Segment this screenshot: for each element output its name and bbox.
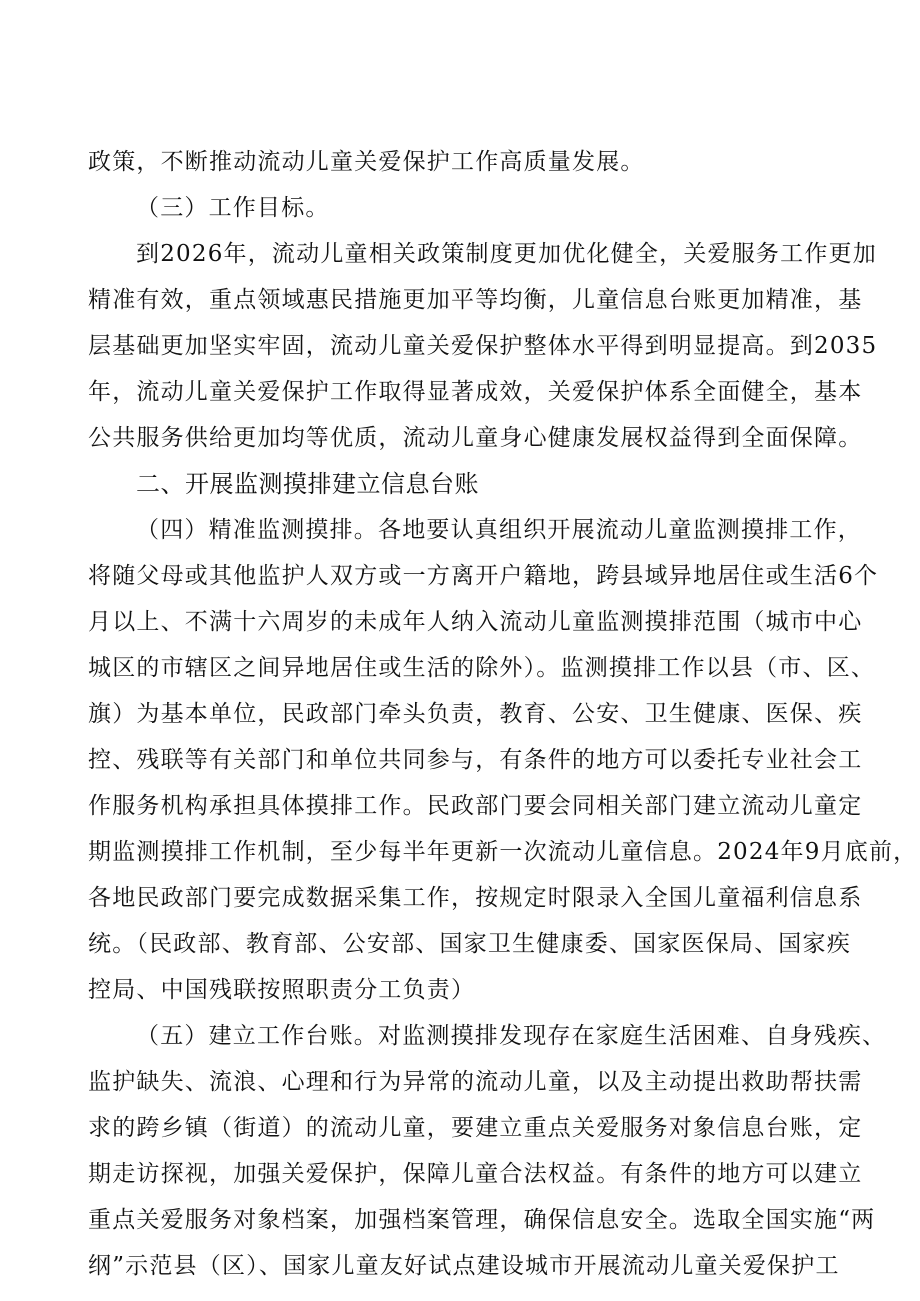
paragraph-4-line-2: 监护缺失、流浪、心理和行为异常的流动儿童，以及主动提出救助帮扶需: [88, 1069, 863, 1095]
paragraph-3-line-3: 月以上、不满十六周岁的未成年人纳入流动儿童监测摸排范围（城市中心: [88, 609, 863, 635]
paragraph-2-line-4: 年，流动儿童关爱保护工作取得显著成效，关爱保护体系全面健全，基本: [88, 379, 863, 405]
paragraph-2-line-5: 公共服务供给更加均等优质，流动儿童身心健康发展权益得到全面保障。: [88, 425, 863, 451]
section-heading-2: 二、开展监测摸排建立信息台账: [136, 470, 479, 498]
paragraph-4-line-4: 期走访探视，加强关爱保护，保障儿童合法权益。有条件的地方可以建立: [88, 1161, 863, 1187]
paragraph-3-line-6: 控、残联等有关部门和单位共同参与，有条件的地方可以委托专业社会工: [88, 747, 863, 773]
paragraph-3-line-10: 统。（民政部、教育部、公安部、国家卫生健康委、国家医保局、国家疾: [88, 931, 851, 957]
paragraph-3-line-7: 作服务机构承担具体摸排工作。民政部门要会同相关部门建立流动儿童定: [88, 793, 863, 819]
paragraph-2-line-1: 到2026年，流动儿童相关政策制度更加优化健全，关爱服务工作更加: [136, 241, 877, 267]
paragraph-4-line-1: （五）建立工作台账。对监测摸排发现存在家庭生活困难、自身残疾、: [136, 1023, 887, 1049]
paragraph-4-line-6: 纲”示范县（区）、国家儿童友好试点建设城市开展流动儿童关爱保护工: [88, 1253, 840, 1279]
paragraph-1-line-1: 政策，不断推动流动儿童关爱保护工作高质量发展。: [88, 149, 645, 175]
paragraph-4-line-5: 重点关爱服务对象档案，加强档案管理，确保信息安全。选取全国实施“两: [88, 1207, 876, 1233]
section-3-title: （三）工作目标。: [136, 195, 330, 221]
paragraph-3-line-9: 各地民政部门要完成数据采集工作，按规定时限录入全国儿童福利信息系: [88, 885, 863, 911]
paragraph-4-line-3: 求的跨乡镇（街道）的流动儿童，要建立重点关爱服务对象信息台账，定: [88, 1115, 863, 1141]
paragraph-3-line-4: 城区的市辖区之间异地居住或生活的除外）。监测摸排工作以县（市、区、: [88, 655, 876, 681]
paragraph-3-line-1: （四）精准监测摸排。各地要认真组织开展流动儿童监测摸排工作，: [136, 517, 862, 543]
paragraph-2-line-3: 层基础更加坚实牢固，流动儿童关爱保护整体水平得到明显提高。到2035: [88, 333, 878, 359]
paragraph-3-line-11: 控局、中国残联按照职责分工负责）: [88, 977, 476, 1003]
paragraph-3-line-5: 旗）为基本单位，民政部门牵头负责，教育、公安、卫生健康、医保、疾: [88, 701, 863, 727]
paragraph-3-line-2: 将随父母或其他监护人双方或一方离开户籍地，跨县域异地居住或生活6个: [88, 563, 879, 589]
paragraph-2-line-2: 精准有效，重点领域惠民措施更加平等均衡，儿童信息台账更加精准，基: [88, 287, 863, 313]
paragraph-3-line-8: 期监测摸排工作机制，至少每半年更新一次流动儿童信息。2024年9月底前，: [88, 839, 918, 865]
